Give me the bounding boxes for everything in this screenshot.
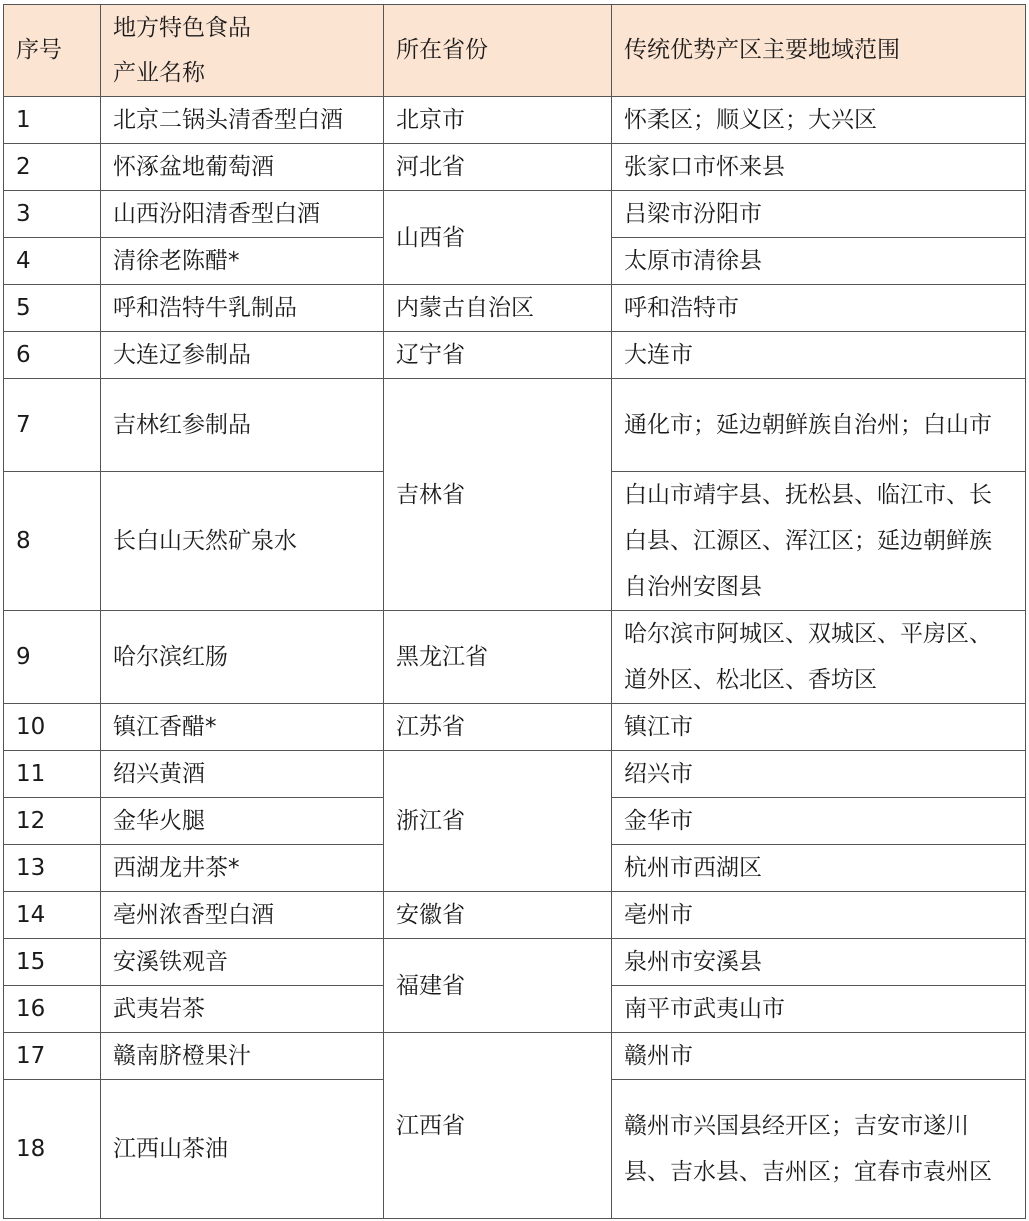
cell-index: 18 (4, 1080, 101, 1219)
table-row (4, 704, 1026, 751)
cell-index: 1 (4, 97, 101, 144)
cell-index: 11 (4, 751, 101, 798)
cell-index: 13 (4, 845, 101, 892)
cell-province: 内蒙古自治区 (384, 285, 612, 332)
cell-index: 17 (4, 1033, 101, 1080)
header-name (101, 5, 384, 97)
cell-name: 安溪铁观音 (101, 939, 384, 986)
cell-region: 通化市；延边朝鲜族自治州；白山市 (612, 379, 1026, 472)
cell-region: 泉州市安溪县 (612, 939, 1026, 986)
header-province: 所在省份 (384, 5, 612, 97)
cell-province: 安徽省 (384, 892, 612, 939)
table-row (4, 1033, 1026, 1080)
table-row (4, 285, 1026, 332)
cell-province: 江苏省 (384, 704, 612, 751)
cell-name: 北京二锅头清香型白酒 (101, 97, 384, 144)
cell-name: 山西汾阳清香型白酒 (101, 191, 384, 238)
table-row (4, 751, 1026, 798)
table-row (4, 191, 1026, 238)
cell-index: 4 (4, 238, 101, 285)
cell-region: 怀柔区；顺义区；大兴区 (612, 97, 1026, 144)
cell-province: 山西省 (384, 191, 612, 285)
cell-region: 太原市清徐县 (612, 238, 1026, 285)
table-row (4, 97, 1026, 144)
cell-index: 16 (4, 986, 101, 1033)
cell-index: 5 (4, 285, 101, 332)
cell-province: 北京市 (384, 97, 612, 144)
table-row (4, 892, 1026, 939)
cell-name: 西湖龙井茶* (101, 845, 384, 892)
cell-index: 15 (4, 939, 101, 986)
table-row (4, 144, 1026, 191)
cell-province: 吉林省 (384, 379, 612, 611)
cell-name: 武夷岩茶 (101, 986, 384, 1033)
table-row (4, 611, 1026, 704)
cell-region: 镇江市 (612, 704, 1026, 751)
header-name-line2: 产业名称 (113, 59, 205, 86)
cell-province: 辽宁省 (384, 332, 612, 379)
cell-region: 哈尔滨市阿城区、双城区、平房区、道外区、松北区、香坊区 (612, 611, 1026, 704)
cell-index: 12 (4, 798, 101, 845)
cell-index: 8 (4, 472, 101, 611)
table-row (4, 939, 1026, 986)
cell-region: 呼和浩特市 (612, 285, 1026, 332)
header-name-line1: 地方特色食品 (113, 14, 251, 41)
cell-region: 亳州市 (612, 892, 1026, 939)
cell-region: 杭州市西湖区 (612, 845, 1026, 892)
cell-index: 6 (4, 332, 101, 379)
cell-region: 赣州市 (612, 1033, 1026, 1080)
cell-province: 河北省 (384, 144, 612, 191)
cell-name: 长白山天然矿泉水 (101, 472, 384, 611)
cell-name: 金华火腿 (101, 798, 384, 845)
cell-province: 浙江省 (384, 751, 612, 892)
cell-name: 怀涿盆地葡萄酒 (101, 144, 384, 191)
cell-index: 14 (4, 892, 101, 939)
cell-region: 大连市 (612, 332, 1026, 379)
cell-name: 呼和浩特牛乳制品 (101, 285, 384, 332)
food-industry-table (3, 4, 1026, 1219)
cell-name: 吉林红参制品 (101, 379, 384, 472)
cell-region: 张家口市怀来县 (612, 144, 1026, 191)
cell-index: 10 (4, 704, 101, 751)
cell-region: 白山市靖宇县、抚松县、临江市、长白县、江源区、浑江区；延边朝鲜族自治州安图县 (612, 472, 1026, 611)
header-index: 序号 (4, 5, 101, 97)
cell-province: 福建省 (384, 939, 612, 1033)
cell-index: 9 (4, 611, 101, 704)
cell-region: 吕梁市汾阳市 (612, 191, 1026, 238)
table-row (4, 379, 1026, 472)
table-header-row (4, 5, 1026, 97)
cell-region: 赣州市兴国县经开区；吉安市遂川县、吉水县、吉州区；宜春市袁州区 (612, 1080, 1026, 1219)
cell-name: 江西山茶油 (101, 1080, 384, 1219)
cell-name: 大连辽参制品 (101, 332, 384, 379)
cell-name: 亳州浓香型白酒 (101, 892, 384, 939)
cell-name: 赣南脐橙果汁 (101, 1033, 384, 1080)
cell-region: 南平市武夷山市 (612, 986, 1026, 1033)
cell-name: 清徐老陈醋* (101, 238, 384, 285)
cell-region: 金华市 (612, 798, 1026, 845)
cell-name: 绍兴黄酒 (101, 751, 384, 798)
cell-index: 2 (4, 144, 101, 191)
table-row (4, 332, 1026, 379)
header-region: 传统优势产区主要地域范围 (612, 5, 1026, 97)
cell-province: 黑龙江省 (384, 611, 612, 704)
cell-province: 江西省 (384, 1033, 612, 1219)
cell-index: 3 (4, 191, 101, 238)
cell-name: 哈尔滨红肠 (101, 611, 384, 704)
cell-region: 绍兴市 (612, 751, 1026, 798)
cell-index: 7 (4, 379, 101, 472)
cell-name: 镇江香醋* (101, 704, 384, 751)
